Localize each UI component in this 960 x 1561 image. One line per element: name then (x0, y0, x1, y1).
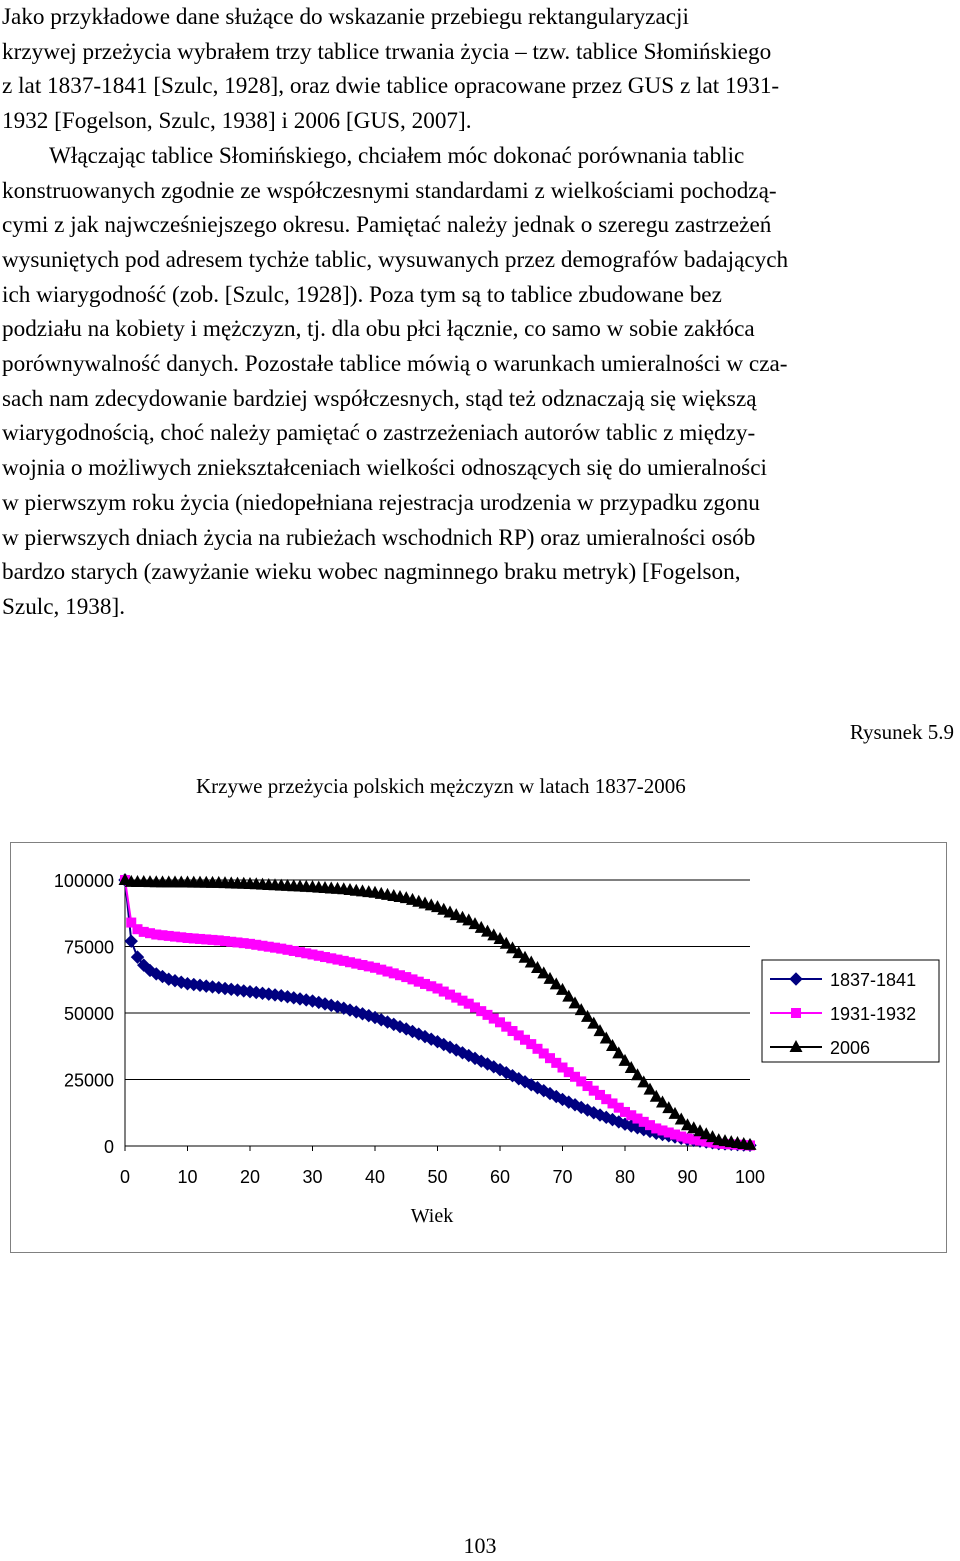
body-line: sach nam zdecydowanie bardziej współczesnych, stąd też odznaczają się większą (2, 385, 757, 412)
legend-label: 1837-1841 (830, 970, 917, 990)
x-tick-label: 30 (302, 1167, 323, 1187)
body-line: wojnia o możliwych zniekształceniach wielkości odnoszących się do umieralności (2, 455, 767, 482)
x-tick-label: 80 (614, 1167, 636, 1187)
y-tick-label: 25000 (63, 1070, 114, 1091)
legend-label: 1931-1932 (830, 1004, 917, 1024)
body-line: w pierwszym roku życia (niedopełniana rejestracja urodzenia w przypadku zgonu (2, 489, 760, 516)
body-line: wysuniętych pod adresem tychże tablic, wysuwanych przez demografów badających (2, 246, 789, 273)
body-line: Jako przykładowe dane służące do wskazanie przebiegu rektangularyzacji (2, 4, 689, 30)
body-line: z lat 1837-1841 [Szulc, 1928], oraz dwie tablice opracowane przez GUS z lat 1931- (2, 73, 780, 100)
page-number: 103 (463, 1533, 497, 1558)
y-tick-label: 75000 (63, 937, 114, 958)
x-tick-label: 10 (177, 1167, 198, 1187)
body-line: krzywej przeżycia wybrałem trzy tablice trwania życia – tzw. tablice Słomińskiego (2, 38, 772, 65)
x-tick-label: 100 (734, 1167, 766, 1187)
body-line: 1932 [Fogelson, Szulc, 1938] i 2006 [GUS, 2007]. (2, 108, 472, 135)
body-line: ich wiarygodność (zob. [Szulc, 1928]). Poza tym są to tablice zbudowane bez (2, 281, 722, 308)
x-tick-label: 0 (119, 1167, 131, 1187)
x-tick-label: 40 (364, 1167, 386, 1187)
body-line: cymi z jak najwcześniejszego okresu. Pamiętać należy jednak o szeregu zastrzeżeń (2, 212, 772, 239)
figure-label: Rysunek 5.9 (849, 720, 954, 744)
y-tick-label: 0 (103, 1137, 114, 1157)
body-text (2, 0, 954, 625)
x-axis-label: Wiek (410, 1205, 454, 1227)
legend-marker (791, 1008, 801, 1018)
body-line: porównywalność danych. Pozostałe tablice mówią o warunkach umieralności w cza- (2, 351, 788, 378)
x-tick-label: 70 (552, 1167, 573, 1187)
y-tick-label: 50000 (63, 1004, 114, 1024)
y-tick-label: 100000 (53, 871, 114, 891)
body-line: bardzo starych (zawyżanie wieku wobec nagminnego braku metryk) [Fogelson, (2, 559, 741, 586)
survival-chart (10, 842, 947, 1253)
body-line: Włączając tablice Słomińskiego, chciałem móc dokonać porównania tablic (49, 142, 745, 169)
body-line: w pierwszych dniach życia na rubieżach wschodnich RP) oraz umieralności osób (2, 524, 756, 551)
body-line: wiarygodnością, choć należy pamiętać o zastrzeżeniach autorów tablic z między- (2, 420, 756, 447)
chart-title: Krzywe przeżycia polskich mężczyzn w latach 1837-2006 (196, 774, 686, 798)
body-line: podziału na kobiety i mężczyzn, tj. dla obu płci łącznie, co samo w sobie zakłóca (2, 316, 755, 343)
x-tick-label: 20 (239, 1167, 261, 1187)
body-line: Szulc, 1938]. (2, 593, 126, 620)
body-line: konstruowanych zgodnie ze współczesnymi standardami z wielkościami pochodzą- (2, 177, 777, 204)
data-point (125, 935, 137, 947)
x-tick-label: 60 (489, 1167, 511, 1187)
x-tick-label: 90 (677, 1167, 698, 1187)
series-line (125, 880, 750, 1145)
x-tick-label: 50 (427, 1167, 448, 1187)
legend-label: 2006 (830, 1038, 871, 1058)
